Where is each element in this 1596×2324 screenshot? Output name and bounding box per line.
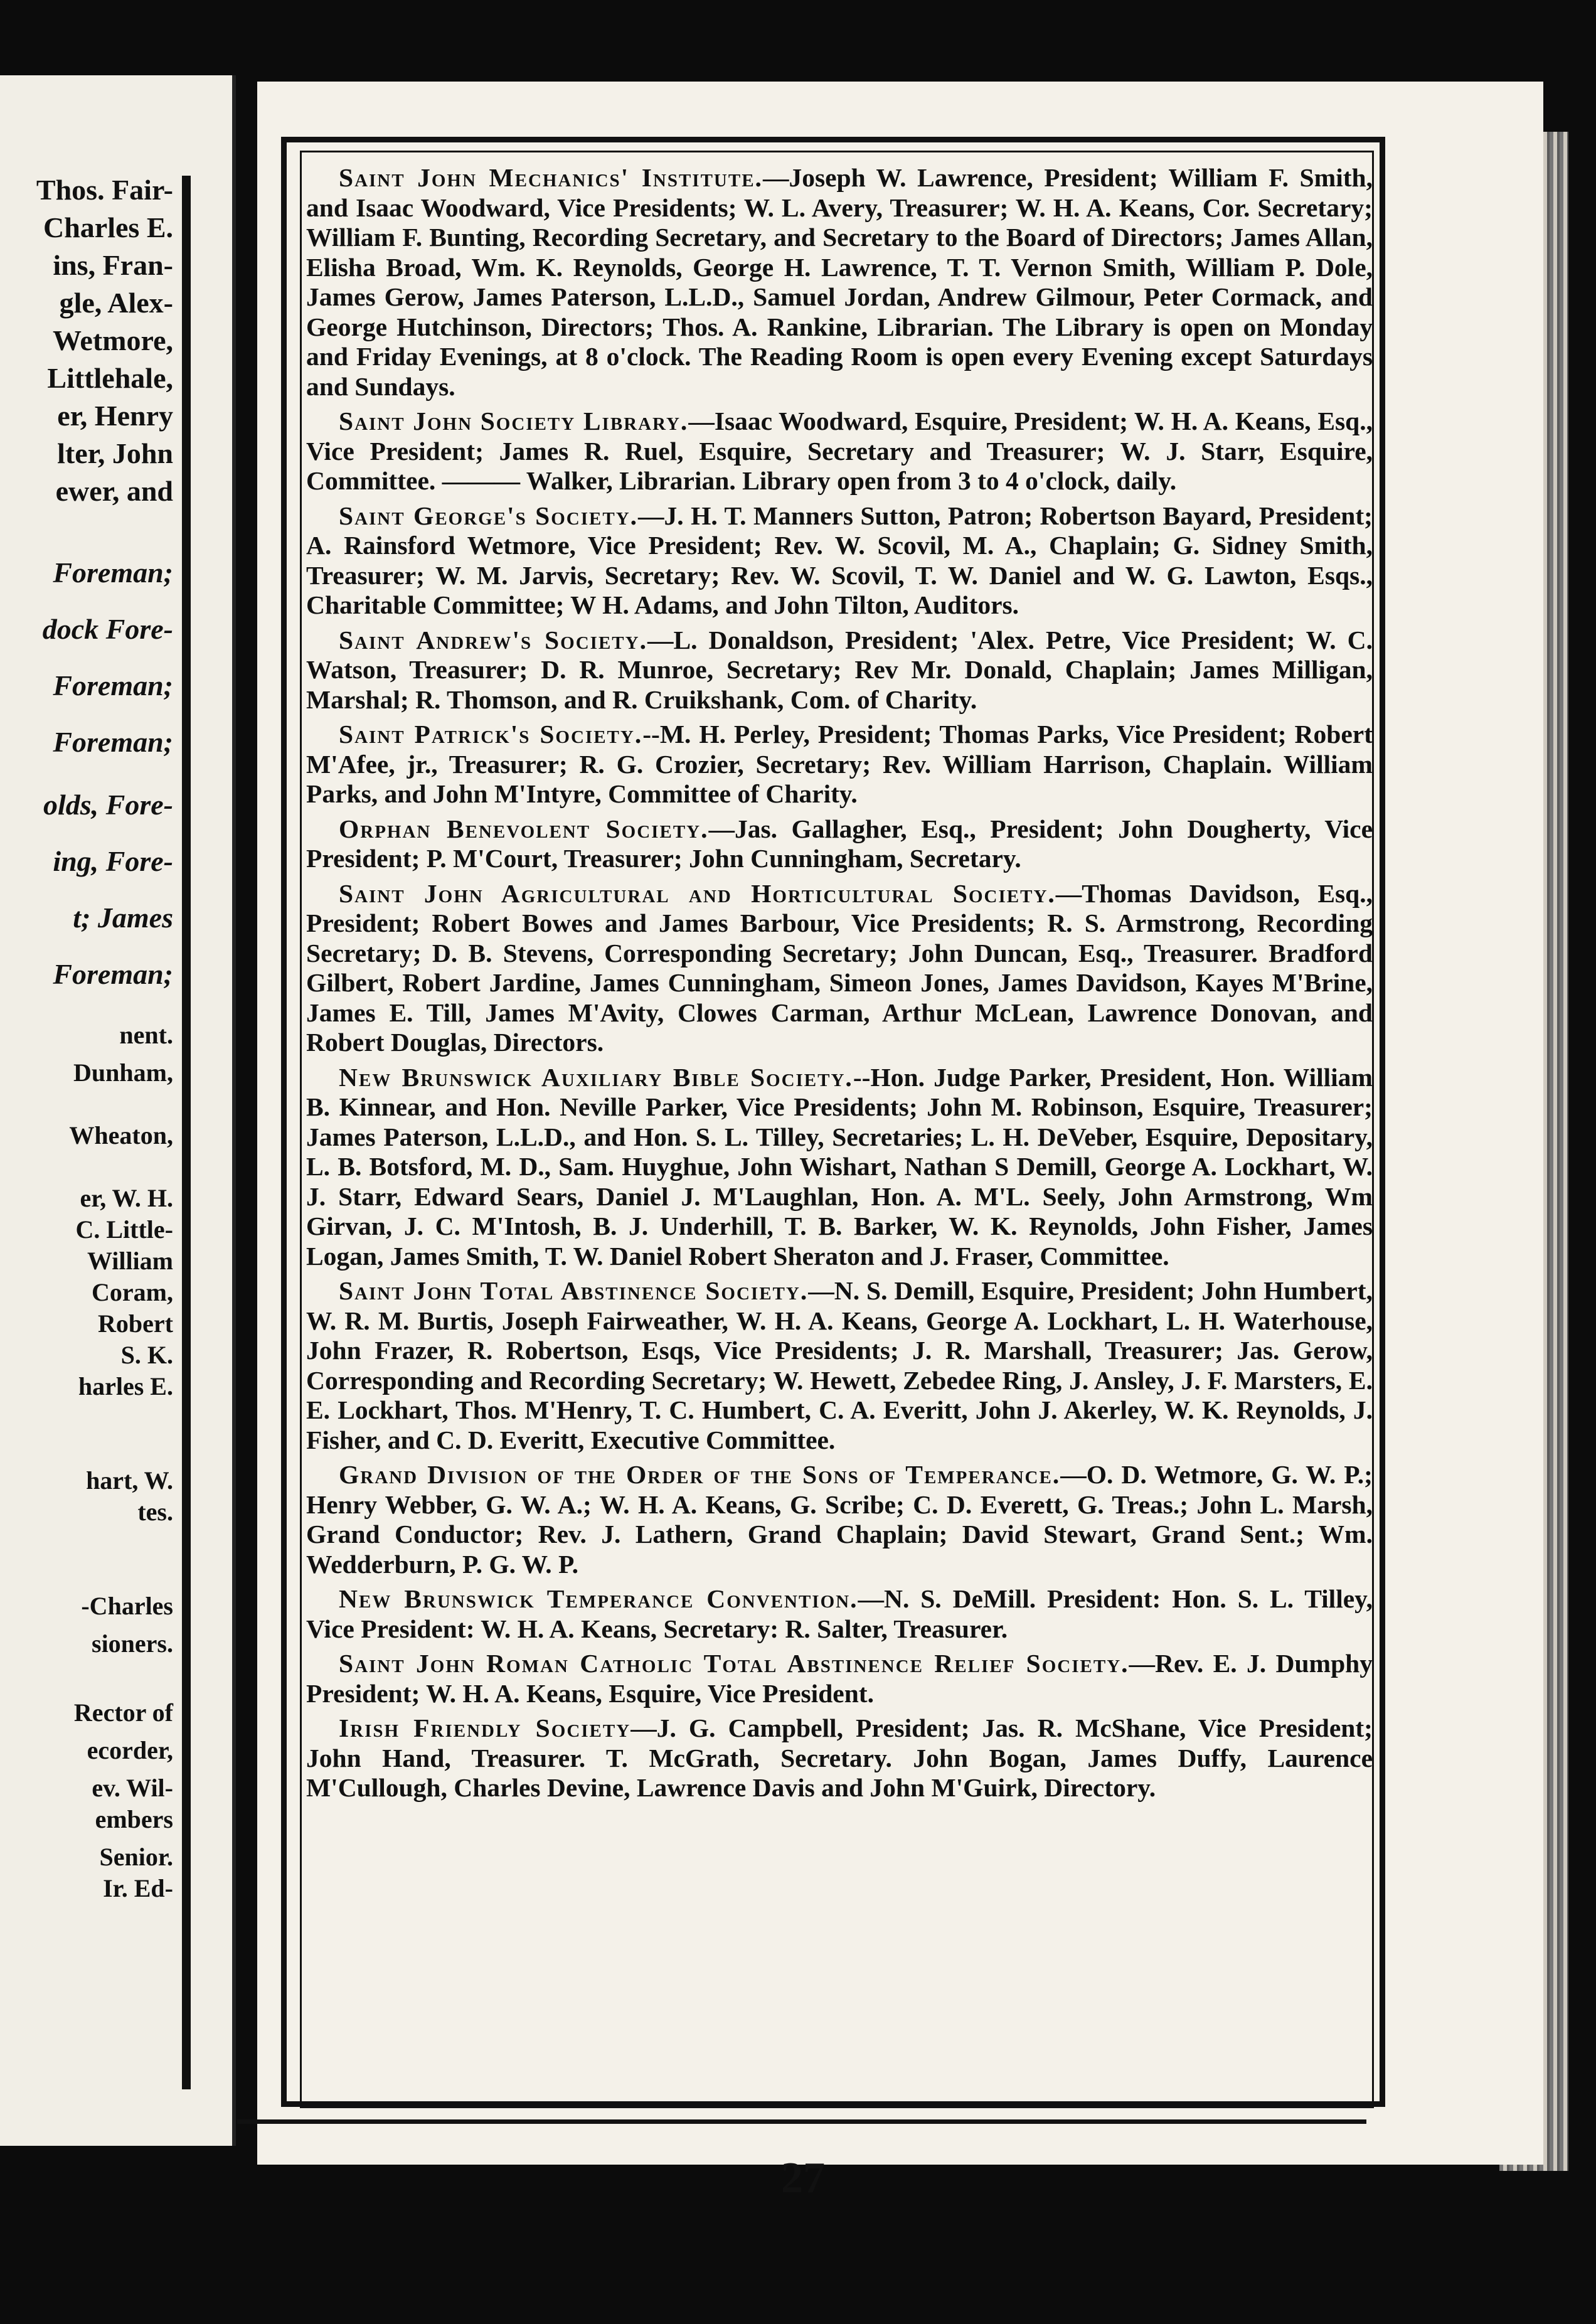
society-entry <box>306 1276 1373 1455</box>
society-officers: --M. H. Perley, President; Thomas Parks, Vice President; Robert M'Afee, jr., Treasurer; R. G. Crozier, Secretary; Rev. William Harrison, Chaplain. William Parks, and John M'Intyre, Committee of Charity. <box>306 720 1373 808</box>
previous-page-line: Foreman; <box>53 958 173 990</box>
society-name: New Brunswick Temperance Convention. <box>339 1584 858 1613</box>
society-name: Saint John Agricultural and Horticultural Society. <box>339 878 1056 908</box>
society-officers: —Joseph W. Lawrence, President; William F. Smith, and Isaac Woodward, Vice Presidents; W. L. Avery, Treasurer; W. H. A. Keans, Cor. Secretary; William F. Bunting, Recording Secretary, and Secretary to the Board of Directors; James Allan, Elisha Broad, Wm. K. Reynolds, George H. Lawrence, T. T. Vernon Smith, William P. Dole, James Gerow, James Paterson, L.L.D., Samuel Jordan, Andrew Gilmour, Peter Cormack, and George Hutchinson, Directors; Thos. A. Rankine, Librarian. The Library is open on Monday and Friday Evenings, at 8 o'clock. The Reading Room is open every Evening except Saturdays and Sundays. <box>306 163 1373 401</box>
society-entry <box>306 163 1373 402</box>
society-name: Irish Friendly Society <box>339 1714 631 1742</box>
previous-page-line: C. Little- <box>75 1215 173 1244</box>
society-name: New Brunswick Auxiliary Bible Society. <box>339 1062 853 1092</box>
previous-page-line: Wheaton, <box>69 1121 173 1149</box>
previous-page-line: ing, Fore- <box>53 845 173 877</box>
society-name: Saint John Society Library. <box>339 407 689 435</box>
society-officers: —O. D. Wetmore, G. W. P.; Henry Webber, G. W. A.; W. H. A. Keans, G. Scribe; C. D. Everett, G. Treas.; John L. Marsh, Grand Conductor; Rev. J. Lathern, Grand Chaplain; David Stewart, Grand Sent.; Wm. Wedderburn, P. G. W. P. <box>306 1460 1373 1579</box>
previous-page-line: ev. Wil- <box>92 1774 173 1802</box>
bottom-rule <box>237 2119 1366 2124</box>
society-name: Orphan Benevolent Society. <box>339 814 709 843</box>
society-entry <box>306 1714 1373 1803</box>
previous-page-line: Senior. <box>99 1843 173 1871</box>
society-officers: —L. Donaldson, President; 'Alex. Petre, Vice President; W. C. Watson, Treasurer; D. R. Munroe, Secretary; Rev Mr. Donald, Chaplain; James Milligan, Marshal; R. Thomson, and R. Cruikshank, Com. of Charity. <box>306 625 1373 714</box>
previous-page-line: William <box>87 1247 173 1275</box>
previous-page-line: Charles E. <box>43 211 173 243</box>
previous-page <box>0 75 236 2146</box>
society-listing <box>306 163 1373 2083</box>
previous-page-line: Foreman; <box>53 669 173 701</box>
society-officers: —Jas. Gallagher, Esq., President; John Dougherty, Vice President; P. M'Court, Treasurer; John Cunningham, Secretary. <box>306 814 1373 873</box>
society-entry <box>306 1063 1373 1272</box>
society-entry <box>306 1460 1373 1579</box>
society-officers: --Hon. Judge Parker, President, Hon. William B. Kinnear, and Hon. Neville Parker, Vice Presidents; John M. Robinson, Esquire, Treasurer; James Paterson, L.L.D., and Hon. S. L. Tilley, Secretaries; L. H. DeVeber, Esquire, Depositary, L. B. Botsford, M. D., Sam. Huyghue, John Wishart, Nathan S Demill, George A. Lockhart, W. J. Starr, Edward Sears, Daniel J. M'Laughlan, Hon. A. M'L. Seely, John Armstrong, Wm Girvan, J. C. M'Intosh, B. J. Underhill, T. B. Barker, W. K. Reynolds, John Fisher, James Logan, James Smith, T. W. Daniel Robert Sheraton and J. Fraser, Committee. <box>306 1062 1373 1271</box>
previous-page-line: Thos. Fair- <box>36 176 173 206</box>
previous-page-line: Wetmore, <box>52 324 173 356</box>
previous-page-line: ins, Fran- <box>53 249 173 281</box>
previous-page-line: lter, John <box>57 437 173 469</box>
previous-page-line: harles E. <box>78 1372 173 1400</box>
previous-page-line: er, W. H. <box>80 1184 173 1212</box>
previous-page-line: Littlehale, <box>47 362 173 394</box>
society-officers: —Thomas Davidson, Esq., President; Robert Bowes and James Barbour, Vice Presidents; R. S. Armstrong, Recording Secretary; D. B. Stevens, Corresponding Secretary; John Duncan, Esq., Treasurer. Bradford Gilbert, Robert Jardine, James Cunningham, Simeon Jones, James Davidson, Kayes M'Brine, James E. Till, James M'Avity, Clowes Carman, Arthur McLean, Lawrence Donovan, and Robert Douglas, Directors. <box>306 878 1373 1057</box>
society-name: Saint John Mechanics' Institute. <box>339 163 763 192</box>
previous-page-line: S. K. <box>120 1341 173 1369</box>
society-entry <box>306 626 1373 715</box>
society-officers: —Isaac Woodward, Esquire, President; W. H. A. Keans, Esq., Vice President; James R. Ruel, Esquire, Secretary and Treasurer; W. J. Starr, Esquire, Committee. ——— Walker, Librarian. Library open from 3 to 4 o'clock, daily. <box>306 407 1373 495</box>
society-entry <box>306 1649 1373 1708</box>
previous-page-line: er, Henry <box>57 400 173 432</box>
previous-page-line: dock Fore- <box>42 613 173 645</box>
previous-page-line: sioners. <box>92 1629 173 1658</box>
society-name: Saint Andrew's Society. <box>339 625 647 654</box>
previous-page-line: Ir. Ed- <box>103 1874 173 1902</box>
society-officers: —N. S. Demill, Esquire, President; John Humbert, W. R. M. Burtis, Joseph Fairweather, W. H. A. Keans, George A. Lockhart, L. H. Waterhouse, John Frazer, R. Robertson, Esqs, Vice Presidents; J. R. Marshall, Treasurer; Jas. Gerow, Corresponding and Recording Secretary; W. Hewett, Zebedee Ring, J. Ansley, J. F. Marsters, E. E. Lockhart, Thos. M'Henry, T. C. Humbert, C. A. Everitt, John J. Akerley, W. K. Reynolds, J. Fisher, and C. D. Everitt, Executive Committee. <box>306 1276 1373 1454</box>
society-entry <box>306 501 1373 621</box>
society-entry <box>306 1584 1373 1644</box>
society-name: Grand Division of the Order of the Sons of Temperance. <box>339 1460 1061 1489</box>
society-entry <box>306 407 1373 496</box>
previous-page-line: nent. <box>119 1021 173 1049</box>
previous-page-line: Dunham, <box>73 1058 173 1087</box>
society-officers: —Rev. E. J. Dumphy President; W. H. A. Keans, Esquire, Vice President. <box>306 1649 1373 1708</box>
previous-page-line: tes. <box>137 1498 173 1526</box>
society-entry <box>306 814 1373 874</box>
previous-page-line: ewer, and <box>55 475 173 507</box>
previous-page-line: ecorder, <box>87 1736 173 1764</box>
society-entry <box>306 720 1373 809</box>
society-name: Saint John Roman Catholic Total Abstinence Relief Society. <box>339 1649 1129 1678</box>
previous-page-line: Coram, <box>92 1278 173 1306</box>
previous-page-line: gle, Alex- <box>59 287 173 319</box>
previous-page-line: olds, Fore- <box>43 789 173 821</box>
society-officers: —J. H. T. Manners Sutton, Patron; Robertson Bayard, President; A. Rainsford Wetmore, Vice President; Rev. W. Scovil, M. A., Chaplain; G. Sidney Smith, Treasurer; W. M. Jarvis, Secretary; Rev. W. Scovil, T. W. Daniel and W. G. Lawton, Esqs., Charitable Committee; W H. Adams, and John Tilton, Auditors. <box>306 501 1373 619</box>
previous-page-line: hart, W. <box>86 1466 173 1495</box>
previous-page-line: Foreman; <box>53 726 173 758</box>
society-entry <box>306 879 1373 1058</box>
society-name: Saint John Total Abstinence Society. <box>339 1276 809 1305</box>
society-name: Saint Patrick's Society. <box>339 720 643 749</box>
previous-page-text-column <box>0 176 191 2089</box>
previous-page-line: -Charles <box>81 1592 173 1620</box>
previous-page-line: Foreman; <box>53 557 173 589</box>
page-number: 27 <box>781 2154 825 2202</box>
previous-page-line: embers <box>95 1805 173 1833</box>
society-officers: —N. S. DeMill. President: Hon. S. L. Tilley, Vice President: W. H. A. Keans, Secretary: R. Salter, Treasurer. <box>306 1584 1373 1643</box>
previous-page-line: Robert <box>98 1309 173 1338</box>
society-officers: —J. G. Campbell, President; Jas. R. McShane, Vice President; John Hand, Treasurer. T. McGrath, Secretary. John Bogan, James Duffy, Laurence M'Cullough, Charles Devine, Lawrence Davis and John M'Guirk, Directory. <box>306 1714 1373 1802</box>
previous-page-line: t; James <box>73 902 173 934</box>
society-name: Saint George's Society. <box>339 501 639 530</box>
previous-page-line: Rector of <box>73 1698 173 1727</box>
